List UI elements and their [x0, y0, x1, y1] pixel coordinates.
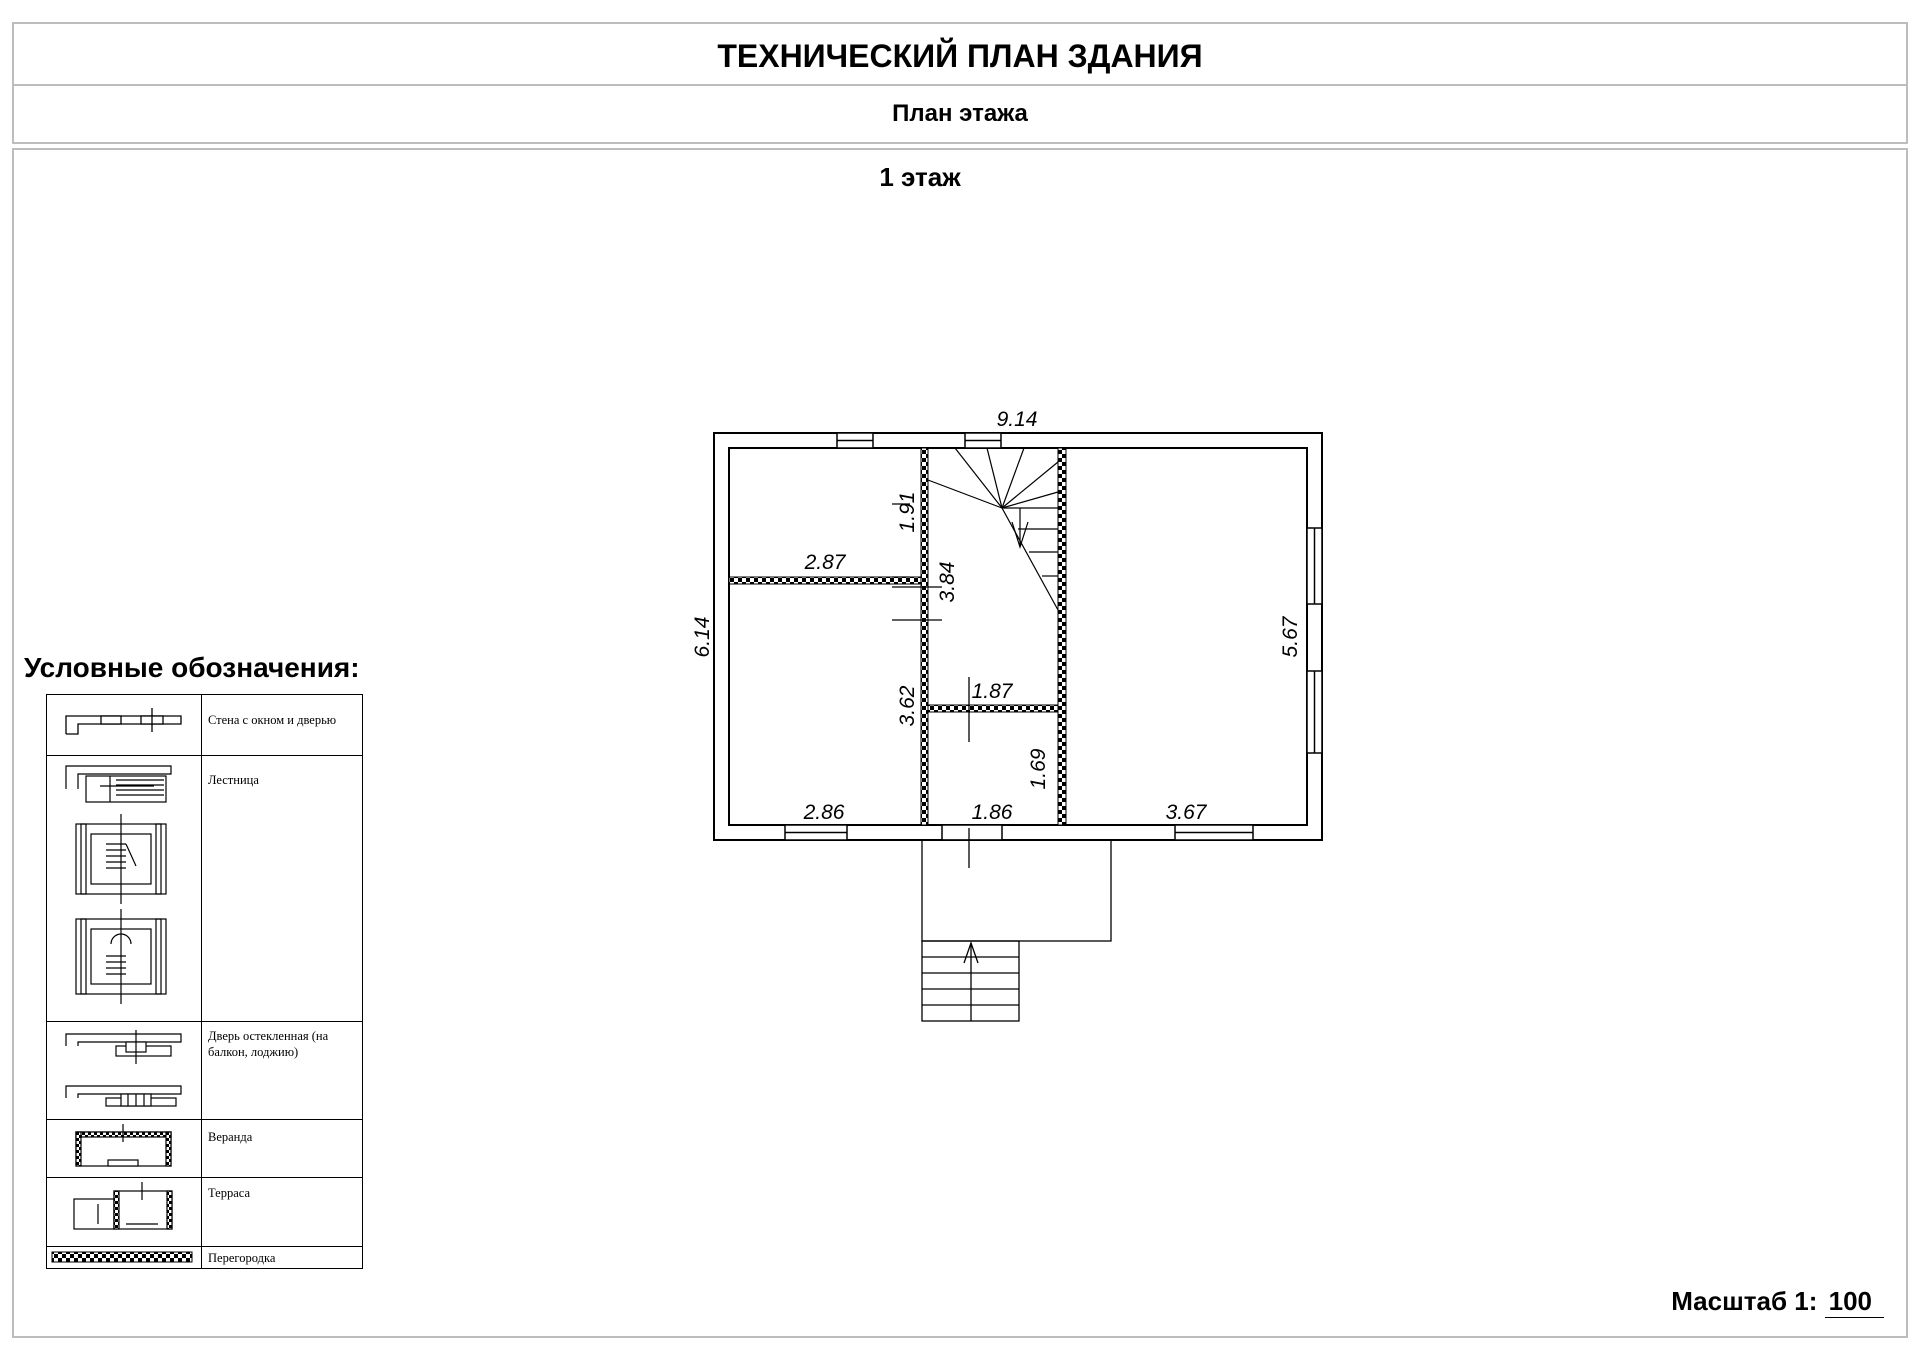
subtitle-box: [12, 86, 1908, 144]
partition-nw-room: [729, 577, 921, 584]
legend-label-stairs: Лестница: [208, 773, 259, 787]
porch: [922, 840, 1111, 1021]
legend-symbol-terrace: [74, 1182, 172, 1229]
drawing-area: [12, 148, 1908, 1338]
dim-overall-width: 9.14: [996, 408, 1038, 431]
legend-label-terrace: Терраса: [208, 1186, 251, 1200]
dim-room-sw-depth: 3.62: [896, 685, 919, 727]
legend-symbol-glazed-door: [66, 1030, 181, 1106]
scale-label: Масштаб 1:: [1671, 1286, 1818, 1316]
dim-overall-depth: 6.14: [691, 616, 714, 658]
dim-corridor: 3.84: [936, 561, 959, 603]
legend-symbol-veranda: [76, 1124, 171, 1166]
dim-room-nw-depth: 1.91: [896, 491, 919, 533]
partition-west: [921, 448, 928, 825]
dim-bath-width: 1.86: [971, 801, 1013, 824]
dim-room-east-width: 3.67: [1165, 801, 1207, 824]
scale: [1671, 1286, 1884, 1318]
dim-bath-depth: 1.69: [1027, 748, 1050, 790]
legend-symbol-stairs: [66, 766, 171, 1004]
legend-label-wall: Стена с окном и дверью: [208, 713, 337, 727]
windows: [785, 433, 1322, 840]
legend-grid: [46, 694, 363, 1269]
legend-symbol-partition: [52, 1252, 192, 1262]
outer-walls: [714, 433, 1322, 840]
partition-bath: [928, 705, 1058, 712]
document-subtitle: План этажа: [892, 100, 1028, 127]
scale-value: 100: [1825, 1286, 1884, 1318]
entry-door: [942, 825, 1002, 840]
dim-room-sw-width: 2.86: [803, 801, 845, 824]
legend-label-glazed-door-2: балкон, лоджию): [208, 1045, 299, 1059]
legend-label-glazed-door-1: Дверь остекленная (на: [208, 1029, 329, 1043]
dim-room-nw-width: 2.87: [804, 551, 846, 574]
dim-room-east-depth: 5.67: [1279, 616, 1302, 658]
partition-east: [1058, 448, 1066, 825]
legend-label-veranda: Веранда: [208, 1130, 253, 1144]
floor-label: 1 этаж: [879, 162, 961, 192]
legend-title: Условные обозначения:: [24, 652, 360, 683]
dimension-labels: [691, 408, 1302, 824]
title-box: [12, 22, 1908, 86]
document-title: ТЕХНИЧЕСКИЙ ПЛАН ЗДАНИЯ: [717, 38, 1203, 74]
legend-table: [46, 694, 366, 1274]
legend-symbol-wall-window-door: [66, 708, 181, 734]
dim-bath-top: 1.87: [971, 680, 1013, 703]
legend-label-partition: Перегородка: [208, 1251, 276, 1265]
